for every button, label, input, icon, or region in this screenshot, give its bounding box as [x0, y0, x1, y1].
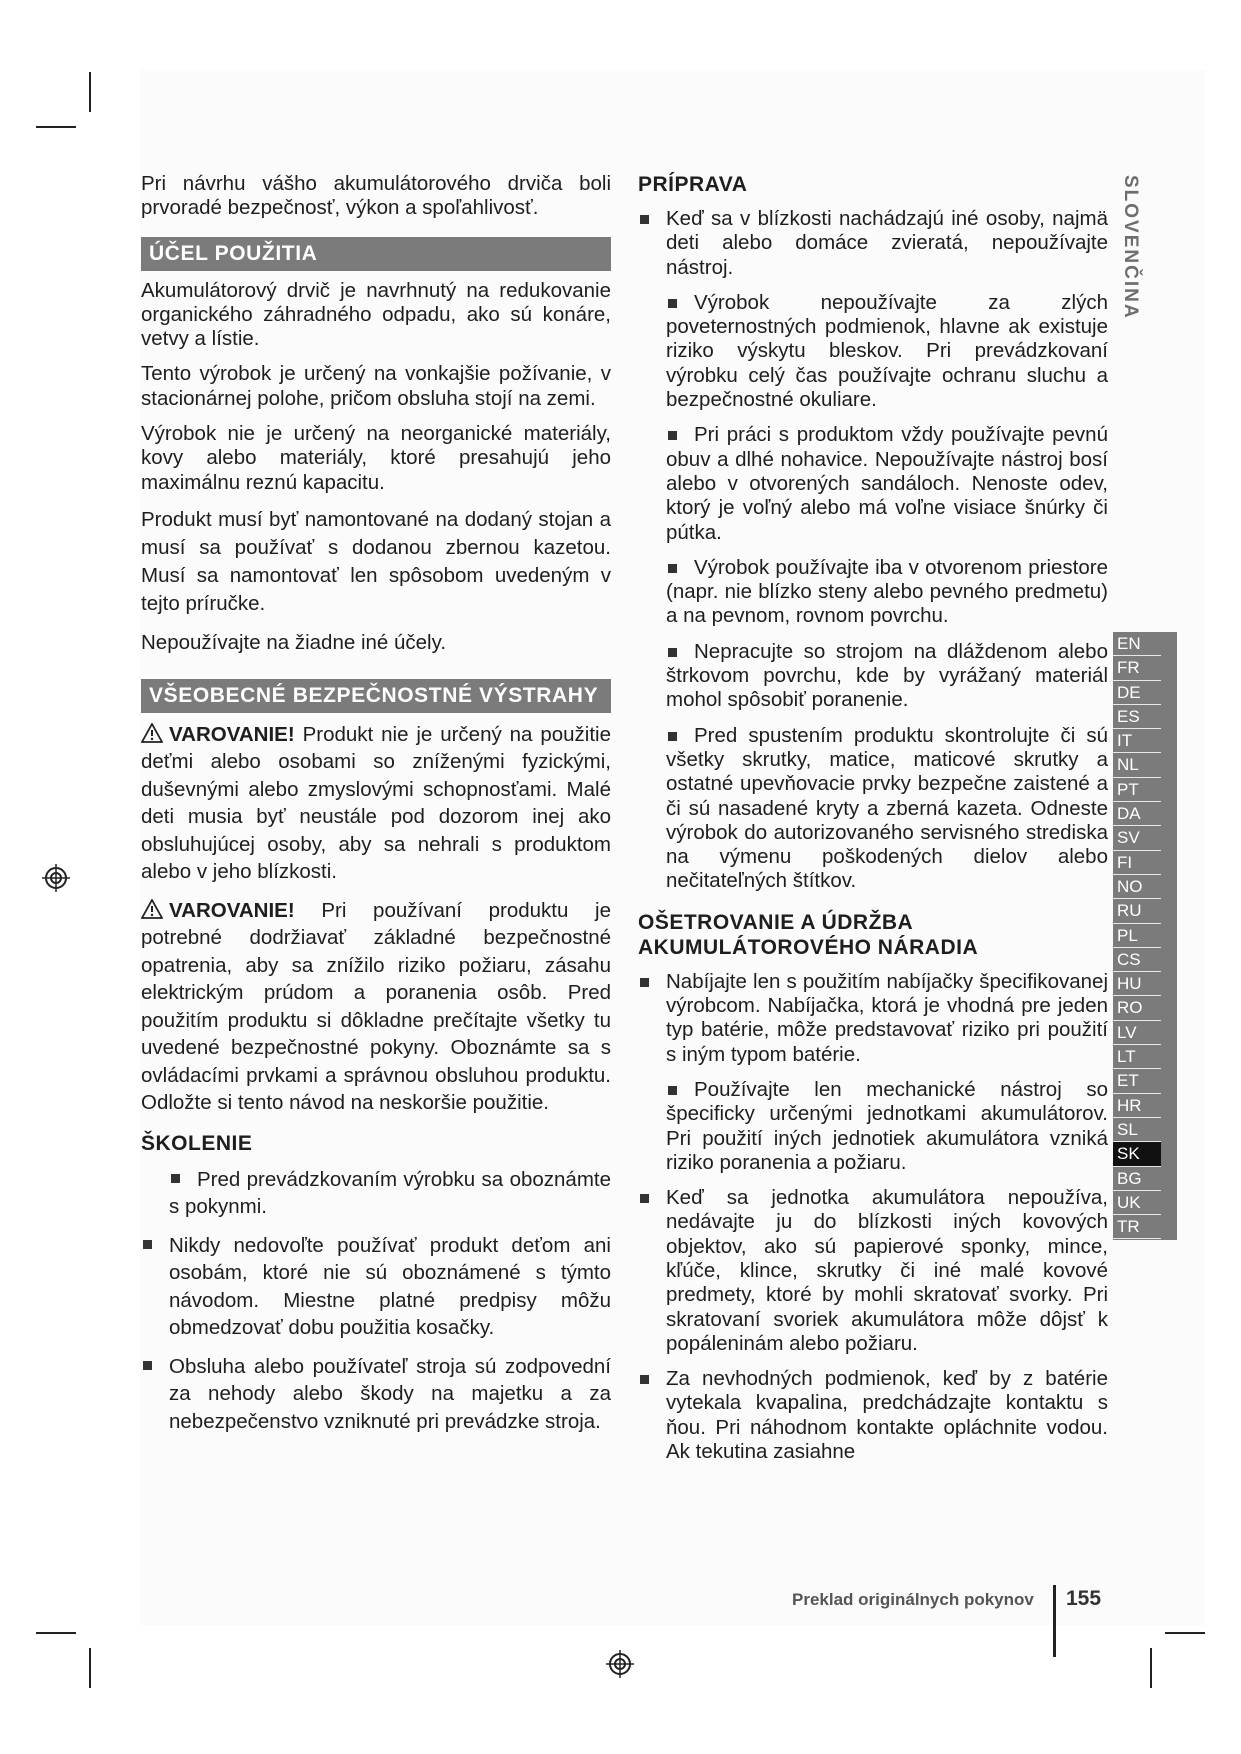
- list-item: Keď sa v blízkosti nachádzajú iné osoby, najmä deti alebo domáce zvieratá, nepoužívajte nástroj.: [638, 207, 1108, 280]
- section-heading-preparation: PRÍPRAVA: [638, 173, 748, 196]
- registration-mark-icon: [42, 864, 70, 892]
- list-item: Keď sa jednotka akumulátora nepoužíva, nedávajte ju do blízkosti iných kovových objektov, ako sú papierové sponky, mince, kľúče, klince, skrutky či iné malé kovové predmety, ktoré by mohli skratovať svorky. Pri skratovaní svoriek akumulátora môže dôjsť k popáleninám alebo požiaru.: [638, 1186, 1108, 1356]
- warning-triangle-icon: [141, 723, 163, 743]
- bullet-square-icon: [668, 732, 677, 741]
- language-tab-hu[interactable]: HU: [1113, 972, 1161, 996]
- right-column: [638, 172, 1108, 1475]
- language-tab-it[interactable]: IT: [1113, 729, 1161, 753]
- language-tab-et[interactable]: ET: [1113, 1069, 1161, 1093]
- language-tab-ru[interactable]: RU: [1113, 899, 1161, 923]
- language-tab-uk[interactable]: UK: [1113, 1191, 1161, 1215]
- bullet-square-icon: [668, 431, 677, 440]
- crop-mark: [89, 1648, 91, 1688]
- purpose-paragraph: Produkt musí byť namontované na dodaný stojan a musí sa používať s dodanou zbernou kazetou. Musí sa namontovať len spôsobom uvedeným v tejto príručke.: [141, 507, 611, 615]
- language-tab-fr[interactable]: FR: [1113, 656, 1161, 680]
- list-item: Používajte len mechanické nástroj so špecificky určenými jednotkami akumulátorov. Pri použití iných jednotiek akumulátora vzniká riziko poranenia a požiaru.: [666, 1077, 1108, 1174]
- warning-paragraph: [141, 721, 611, 886]
- language-tab-hr[interactable]: HR: [1113, 1094, 1161, 1118]
- language-tab-lt[interactable]: LT: [1113, 1045, 1161, 1069]
- warning-label: VAROVANIE!: [169, 722, 295, 746]
- bullet-square-icon: [668, 564, 677, 573]
- language-tab-cs[interactable]: CS: [1113, 948, 1161, 972]
- bullet-square-icon: [640, 978, 649, 987]
- list-item: Za nevhodných podmienok, keď by z batérie vytekala kvapalina, predchádzajte kontaktu s ňou. Pri náhodnom kontakte opláchnite vodou. Ak tekutina zasiahne: [638, 1367, 1108, 1464]
- purpose-paragraph: Nepoužívajte na žiadne iné účely.: [141, 630, 447, 654]
- bullet-square-icon: [171, 1174, 180, 1183]
- list-item: Nabíjajte len s použitím nabíjačky špecifikovanej výrobcom. Nabíjačka, ktorá je vhodná pre jeden typ batérie, môže predstavovať riziko pri použití s iným typom batérie.: [638, 970, 1108, 1067]
- bullet-square-icon: [640, 215, 649, 224]
- language-tab-lv[interactable]: LV: [1113, 1021, 1161, 1045]
- bullet-square-icon: [143, 1361, 152, 1370]
- list-item: Pred prevádzkovaním výrobku sa oboznámte s pokynmi.: [169, 1167, 611, 1219]
- bullet-square-icon: [640, 1194, 649, 1203]
- registration-mark-icon: [606, 1650, 634, 1678]
- purpose-paragraph: Výrobok nie je určený na neorganické materiály, kovy alebo materiály, ktoré presahujú jeho maximálnu reznú kapacitu.: [141, 422, 611, 494]
- language-tab-en[interactable]: EN: [1113, 632, 1161, 656]
- crop-mark: [89, 72, 91, 112]
- language-tab-pl[interactable]: PL: [1113, 924, 1161, 948]
- bullet-square-icon: [668, 1086, 677, 1095]
- language-tab-es[interactable]: ES: [1113, 705, 1161, 729]
- warning-label: VAROVANIE!: [169, 898, 295, 922]
- purpose-paragraph: Akumulátorový drvič je navrhnutý na redukovanie organického záhradného odpadu, ako sú konáre, vetvy a lístie.: [141, 278, 611, 351]
- language-tab-de[interactable]: DE: [1113, 681, 1161, 705]
- bullet-square-icon: [668, 648, 677, 657]
- language-tab-tr[interactable]: TR: [1113, 1215, 1161, 1239]
- language-tab-pt[interactable]: PT: [1113, 778, 1161, 802]
- section-heading-maintenance: OŠETROVANIE A ÚDRŽBA AKUMULÁTOROVÉHO NÁRADIA: [638, 910, 979, 959]
- crop-mark: [1165, 1632, 1205, 1634]
- section-heading-training: ŠKOLENIE: [141, 1131, 253, 1155]
- footer-divider: [1053, 1585, 1056, 1657]
- language-tab-sk[interactable]: SK: [1113, 1142, 1161, 1166]
- warning-triangle-icon: [141, 899, 163, 919]
- footer-label: Preklad originálnych pokynov: [792, 1590, 1034, 1609]
- list-item: Nepracujte so strojom na dláždenom alebo štrkovom povrchu, kde by vyrážaný materiál mohol spôsobiť poranenie.: [666, 639, 1108, 712]
- crop-mark: [36, 1632, 76, 1634]
- language-tab-fi[interactable]: FI: [1113, 851, 1161, 875]
- language-tab-sv[interactable]: SV: [1113, 826, 1161, 850]
- purpose-paragraph: Tento výrobok je určený na vonkajšie požívanie, v stacionárnej polohe, pričom obsluha stojí na zemi.: [141, 362, 611, 410]
- warning-paragraph: [141, 897, 611, 1117]
- warning-text: Produkt nie je určený na použitie deťmi alebo osobami so zníženými fyzickými, duševnými alebo zmyslovými schopnosťami. Malé deti musia byť neustále pod dozorom inej ako obsluhujúcej osoby, aby sa nehrali s produktom alebo v jeho blízkosti.: [141, 722, 611, 884]
- left-column: [141, 172, 611, 1446]
- list-item: Nikdy nedovoľte používať produkt deťom ani osobám, ktoré nie sú oboznámené s týmto návodom. Miestne platné predpisy môžu obmedzovať dobu použitia kosačky.: [141, 1232, 611, 1342]
- language-tab-no[interactable]: NO: [1113, 875, 1161, 899]
- bullet-square-icon: [640, 1375, 649, 1384]
- intro-paragraph: Pri návrhu vášho akumulátorového drviča boli prvoradé bezpečnosť, výkon a spoľahlivosť.: [141, 172, 611, 220]
- language-side-label: SLOVENČINA: [1120, 175, 1141, 320]
- bullet-square-icon: [668, 299, 677, 308]
- warning-text: Pri používaní produktu je potrebné dodržiavať základné bezpečnostné opatrenia, aby sa znížilo riziko požiaru, zásahu elektrickým prúdom a poranenia osôb. Pred použitím produktu si dôkladne prečítajte všetky tu uvedené bezpečnostné pokyny. Oboznámte sa s ovládacími prvkami a správnou obsluhou produktu. Odložte si tento návod na neskoršie použitie.: [141, 898, 611, 1115]
- language-tab-bg[interactable]: BG: [1113, 1167, 1161, 1191]
- language-tab-sl[interactable]: SL: [1113, 1118, 1161, 1142]
- section-heading-safety: VŠEOBECNÉ BEZPEČNOSTNÉ VÝSTRAHY: [141, 679, 611, 713]
- crop-mark: [1150, 1648, 1152, 1688]
- list-item: Pred spustením produktu skontrolujte či sú všetky skrutky, matice, maticové skrutky a ostatné upevňovacie prvky bezpečne zaistené a či sú nasadené kryty a zberná kazeta. Odneste výrobok do autorizovaného servisného strediska na výmenu poškodených dielov alebo nečitateľných štítkov.: [666, 723, 1108, 893]
- section-heading-purpose: ÚČEL POUŽITIA: [141, 237, 611, 271]
- list-item: Pri práci s produktom vždy používajte pevnú obuv a dlhé nohavice. Nepoužívajte nástroj bosí alebo v otvorených sandáloch. Nenoste odev, ktorý je voľný alebo má voľne visiace šnúrky či pútka.: [666, 423, 1108, 544]
- language-tabs: [1113, 632, 1177, 1240]
- page-number: 155: [1066, 1587, 1102, 1610]
- list-item: Výrobok nepoužívajte za zlých poveternostných podmienok, hlavne ak existuje riziko výskytu bleskov. Pri prevádzkovaní výrobku celý čas používajte ochranu sluchu a bezpečnostné okuliare.: [666, 290, 1108, 412]
- language-tab-da[interactable]: DA: [1113, 802, 1161, 826]
- language-tab-ro[interactable]: RO: [1113, 996, 1161, 1020]
- bullet-square-icon: [143, 1240, 152, 1249]
- list-item: Výrobok používajte iba v otvorenom priestore (napr. nie blízko steny alebo pevného predmetu) a na pevnom, rovnom povrchu.: [666, 555, 1108, 628]
- list-item: Obsluha alebo používateľ stroja sú zodpovední za nehody alebo škody na majetku a za nebezpečenstvo vzniknuté pri prevádzke stroja.: [141, 1353, 611, 1436]
- language-tab-nl[interactable]: NL: [1113, 753, 1161, 777]
- crop-mark: [36, 126, 76, 128]
